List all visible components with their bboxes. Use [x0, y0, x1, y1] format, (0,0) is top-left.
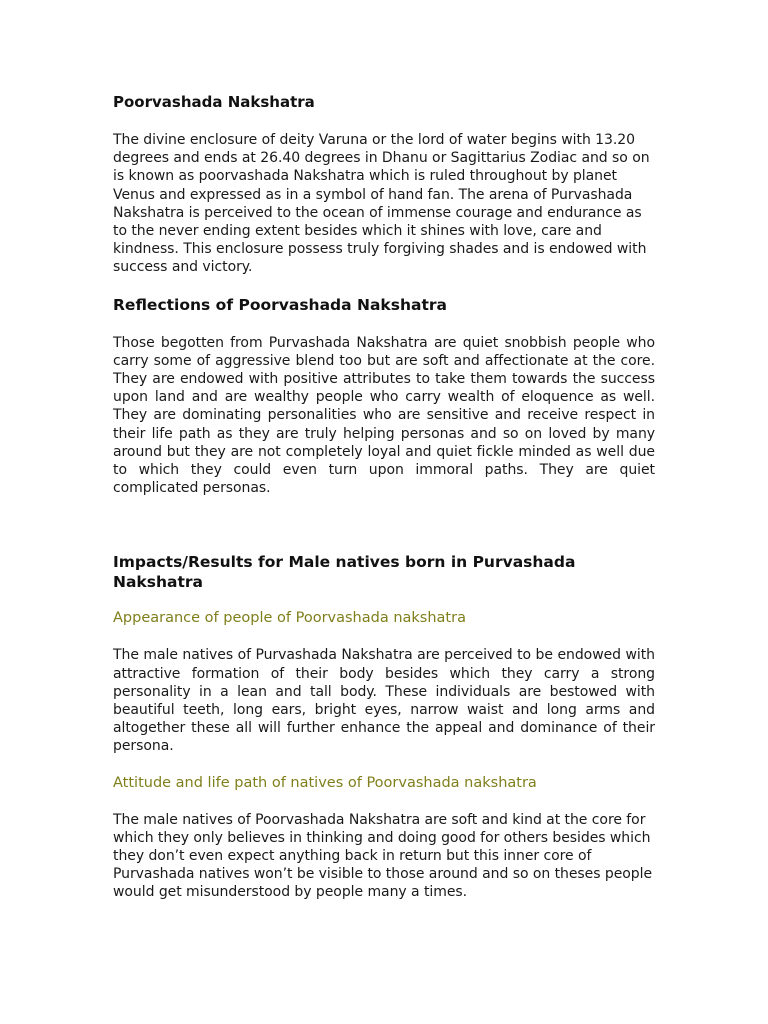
reflections-paragraph: Those begotten from Purvashada Nakshatra are quiet snobbish people who carry some of aggressive blend too but are soft and affectionate at the core. They are endowed with positive attributes to take them towards the success upon land and are wealthy people who carry wealth of eloquence as well. They are dominating personalities who are sensitive and receive respect in their life path as they are truly helping personas and so on loved by many around but they are not completely loyal and quiet fickle minded as well due to which they could even turn upon immoral paths. They are quiet complicated personas.: [113, 334, 655, 497]
attitude-heading: Attitude and life path of natives of Poorvashada nakshatra: [113, 774, 537, 791]
impacts-heading: Impacts/Results for Male natives born in Purvashada Nakshatra: [113, 553, 576, 592]
reflections-heading: Reflections of Poorvashada Nakshatra: [113, 295, 447, 314]
intro-paragraph: The divine enclosure of deity Varuna or the lord of water begins with 13.20 degrees and ends at 26.40 degrees in Dhanu or Sagittarius Zodiac and so on is known as poorvashada Nakshatra which is ruled throughout by planet Venus and expressed as in a symbol of hand fan. The arena of Purvashada Nakshatra is perceived to the ocean of immense courage and endurance as to the never ending extent besides which it shines with love, care and kindness. This enclosure possess truly forgiving shades and is endowed with success and victory.: [113, 132, 650, 276]
attitude-paragraph: The male natives of Poorvashada Nakshatra are soft and kind at the core for which they only believes in thinking and doing good for others besides which they don’t even expect anything back in return but this inner core of Purvashada natives won’t be visible to those around and so on theses people would get misunderstood by people many a times.: [113, 811, 653, 901]
appearance-heading: Appearance of people of Poorvashada nakshatra: [113, 610, 466, 627]
page-title: Poorvashada Nakshatra: [113, 93, 315, 111]
document-page: [113, 92, 655, 902]
appearance-paragraph: The male natives of Purvashada Nakshatra are perceived to be endowed with attractive formation of their body besides which they carry a strong personality in a lean and tall body. These individuals are bestowed with beautiful teeth, long ears, bright eyes, narrow waist and long arms and altogether these all will further enhance the appeal and dominance of their persona.: [113, 647, 655, 755]
